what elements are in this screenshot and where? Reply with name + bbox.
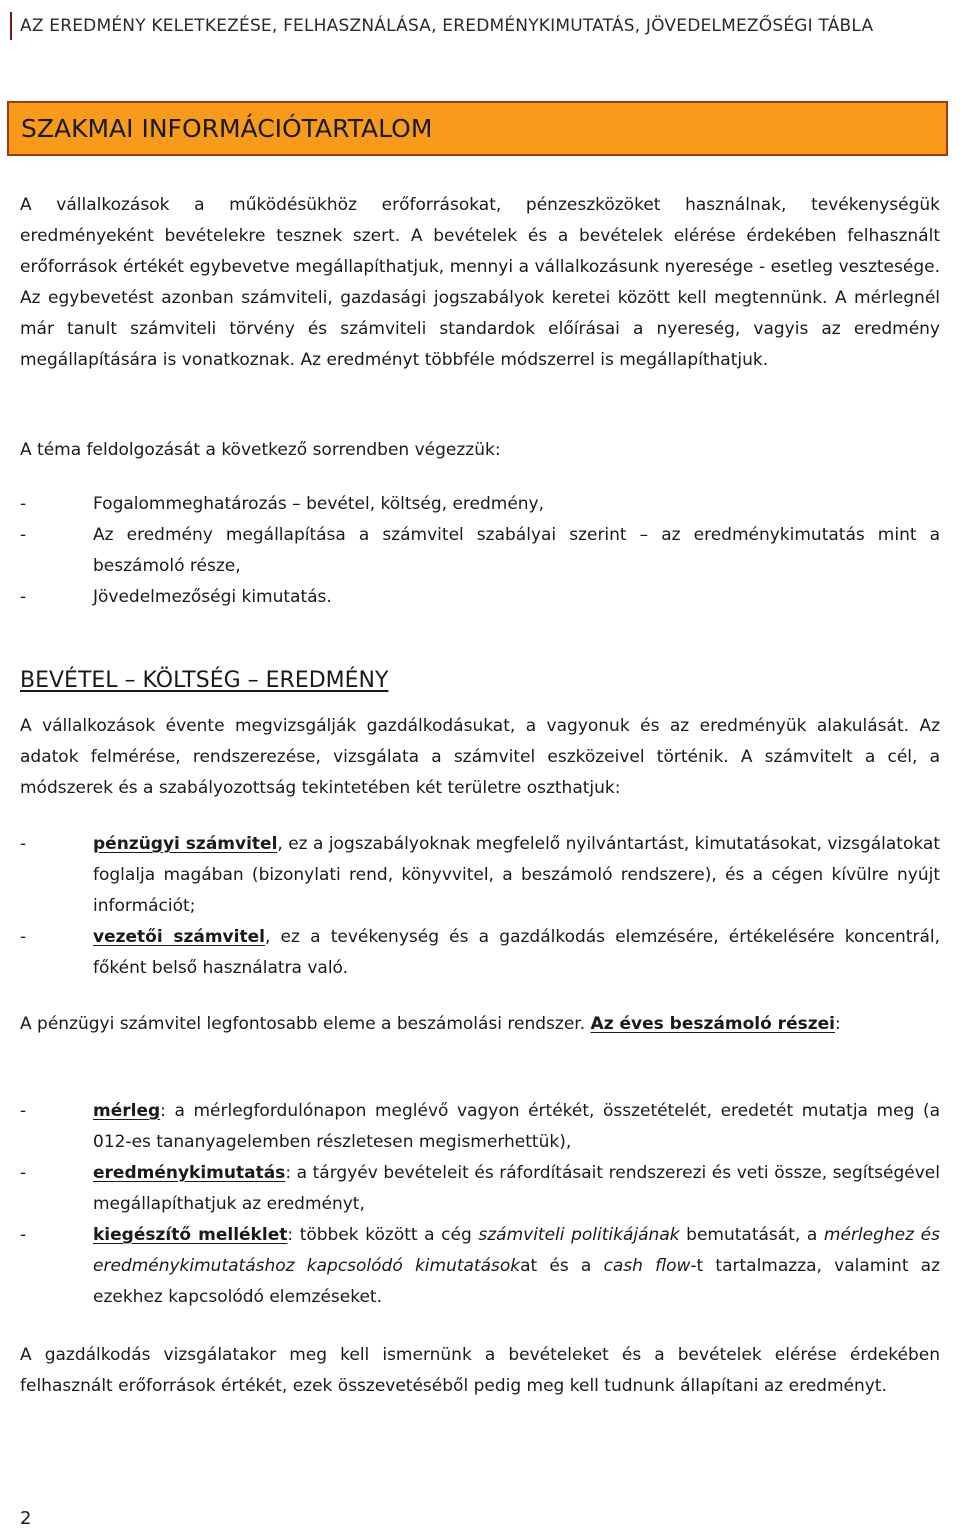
topic-text: Az eredmény megállapítása a számvitel szabályai szerint – az eredménykimutatás mint a beszámoló része, <box>93 525 940 576</box>
part-emphasis: mérleghez és eredménykimutatáshoz kapcsolódó kimutatások <box>93 1225 940 1276</box>
part-text: : a mérlegfordulónapon meglévő vagyon értékét, összetételét, eredetét mutatja meg (a 012-es tananyagelemben részletesen megismerhettük), <box>93 1101 940 1152</box>
dash-marker: - <box>20 1225 27 1245</box>
page-number: 2 <box>20 1508 32 1529</box>
list-item <box>20 1096 940 1158</box>
list-item <box>20 582 940 613</box>
part-emphasis: cash flow <box>603 1256 691 1276</box>
area-term: vezetői számvitel <box>93 927 265 947</box>
report-parts-label: Az éves beszámoló részei <box>590 1014 835 1034</box>
closing-paragraph: A gazdálkodás vizsgálatakor meg kell ismernünk a bevételeket és a bevételek elérése érdekében felhasznált erőforrások értékét, ezek összevetéséből pedig meg kell tudnunk állapítani az eredményt. <box>20 1345 940 1396</box>
list-item <box>20 1220 940 1313</box>
part-text: at és a <box>520 1256 604 1276</box>
section-paragraph: A vállalkozások évente megvizsgálják gazdálkodásukat, a vagyonuk és az eredményük alakulását. Az adatok felmérése, rendszerezése, vizsgálata a számvitel eszközeivel történik. A számvitelt a cél, a módszerek és a szabályozottság tekintetében két területre oszthatjuk: <box>20 716 940 798</box>
order-intro: A téma feldolgozását a következő sorrendben végezzük: <box>20 440 501 460</box>
area-text: , ez a tevékenység és a gazdálkodás elemzésére, értékelésére koncentrál, főként belső használatra való. <box>93 927 940 978</box>
part-text: : a tárgyév bevételeit és ráfordításait rendszerezi és veti össze, segítségével megállapíthatjuk az eredményt, <box>93 1163 940 1214</box>
part-text: -t tartalmazza, valamint az ezekhez kapcsolódó elemzéseket. <box>93 1256 941 1307</box>
running-head: AZ EREDMÉNY KELETKEZÉSE, FELHASZNÁLÁSA, EREDMÉNYKIMUTATÁS, JÖVEDELMEZŐSÉGI TÁBLA <box>10 12 940 40</box>
topic-text: Fogalommeghatározás – bevétel, költség, eredmény, <box>93 494 545 514</box>
part-text: bemutatását, a <box>679 1225 824 1245</box>
dash-marker: - <box>20 525 27 545</box>
part-text: : többek között a cég <box>287 1225 479 1245</box>
section-banner: SZAKMAI INFORMÁCIÓTARTALOM <box>7 101 948 156</box>
list-item <box>20 922 940 984</box>
list-item <box>20 829 940 922</box>
part-emphasis: számviteli politikájának <box>478 1225 680 1245</box>
dash-marker: - <box>20 1101 27 1121</box>
part-term: mérleg <box>93 1101 161 1121</box>
report-parts-list <box>20 1096 940 1313</box>
list-item <box>20 1158 940 1220</box>
topic-text: Jövedelmezőségi kimutatás. <box>93 587 332 607</box>
dash-marker: - <box>20 587 27 607</box>
report-intro-paragraph <box>20 1009 940 1040</box>
part-term: eredménykimutatás <box>93 1163 286 1183</box>
report-parts-colon: : <box>834 1014 841 1034</box>
area-term: pénzügyi számvitel <box>93 834 278 854</box>
list-item <box>20 489 940 520</box>
dash-marker: - <box>20 1163 27 1183</box>
area-text: , ez a jogszabályoknak megfelelő nyilvántartást, kimutatásokat, vizsgálatokat foglalja magában (bizonylati rend, könyvvitel, a beszámoló rendszere), és a cégen kívülre nyújt információt; <box>93 834 941 916</box>
section-heading: BEVÉTEL – KÖLTSÉG – EREDMÉNY <box>20 668 389 693</box>
list-item <box>20 520 940 582</box>
topic-list <box>20 489 940 613</box>
intro-paragraph: A vállalkozások a működésükhöz erőforrásokat, pénzeszközöket használnak, tevékenységük eredményeként bevételekre tesznek szert. A bevételek és a bevételek elérése érdekében felhasznált erőforrások értékét egybevetve megállapíthatjuk, mennyi a vállalkozásunk nyeresége - esetleg vesztesége. Az egybevetést azonban számviteli, gazdasági jogszabályok keretei között kell megtennünk. A mérlegnél már tanult számviteli törvény és számviteli standardok előírásai a nyereség, vagyis az eredmény megállapítására is vonatkoznak. Az eredményt többféle módszerrel is megállapíthatjuk. <box>20 195 940 370</box>
dash-marker: - <box>20 834 27 854</box>
accounting-areas-list <box>20 829 940 984</box>
dash-marker: - <box>20 494 27 514</box>
dash-marker: - <box>20 927 27 947</box>
part-term: kiegészítő melléklet <box>93 1225 288 1245</box>
report-intro: A pénzügyi számvitel legfontosabb eleme a beszámolási rendszer. <box>20 1014 586 1034</box>
